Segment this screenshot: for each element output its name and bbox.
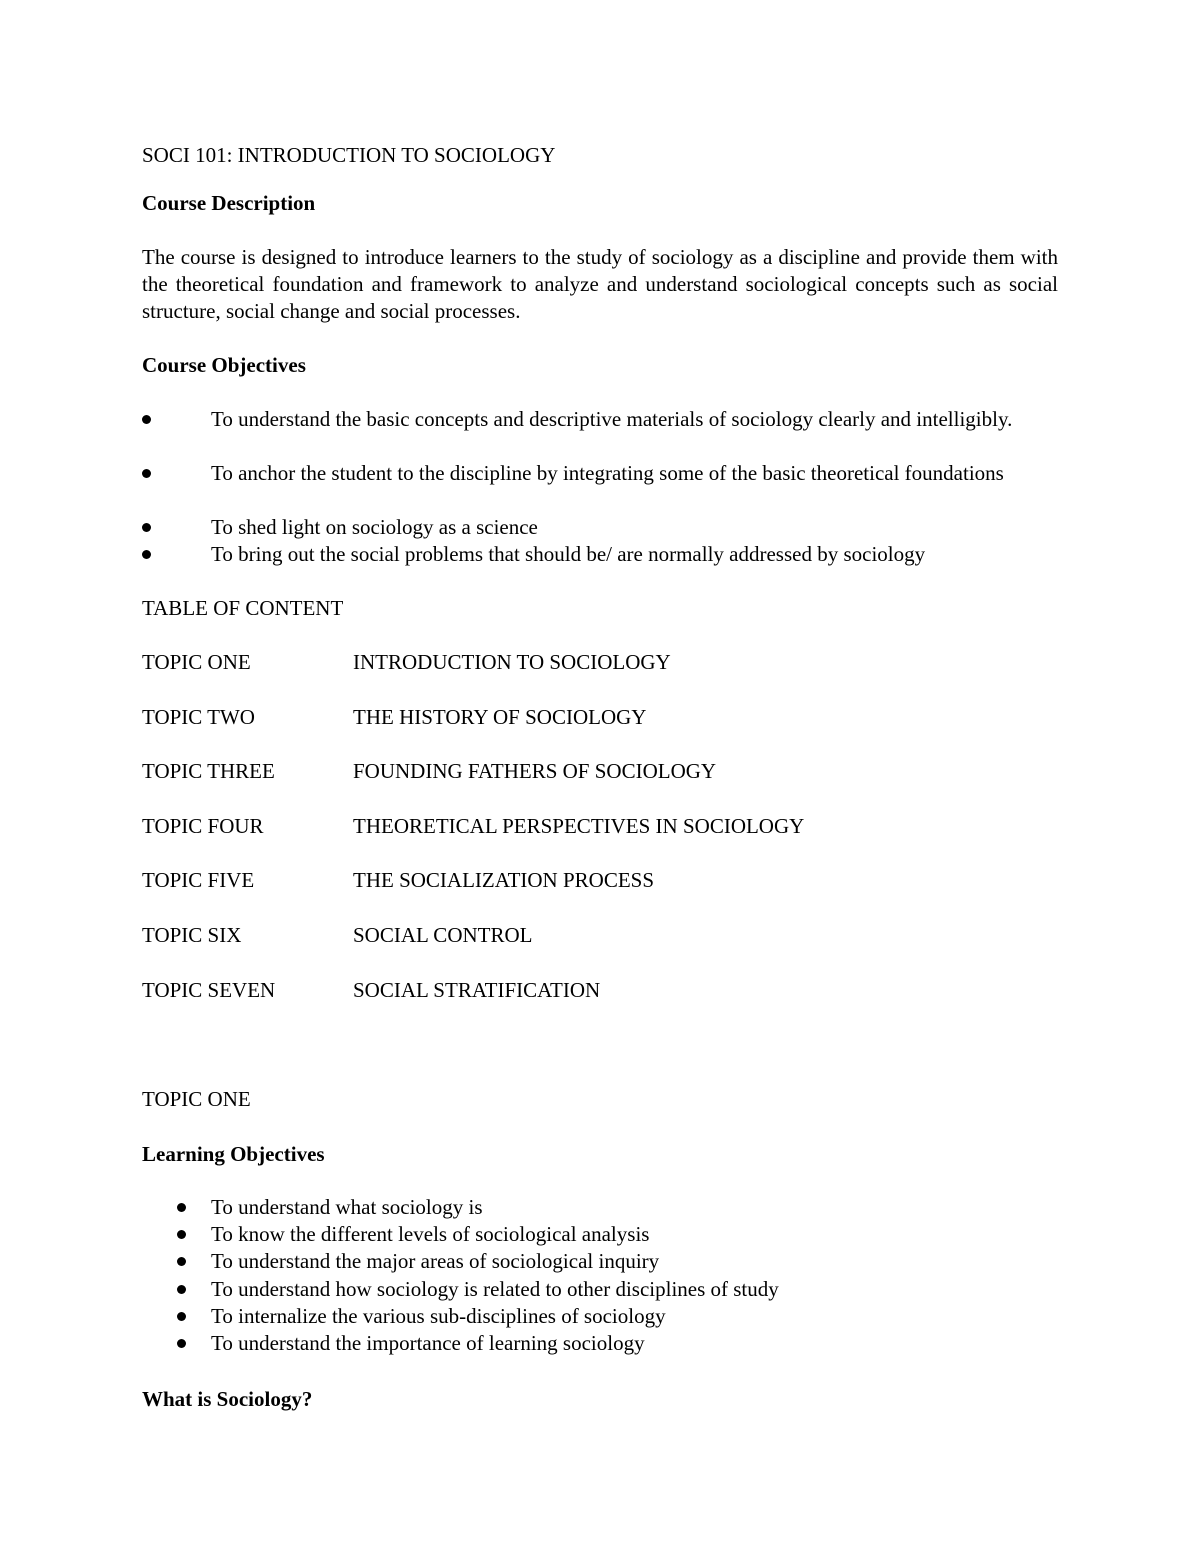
learning-objective-text: To understand what sociology is [211,1195,483,1219]
toc-topic-title: THE SOCIALIZATION PROCESS [353,868,655,892]
learning-objective-text: To understand how sociology is related to other disciplines of study [211,1277,779,1301]
toc-topic-number: TOPIC SIX [142,923,242,947]
learning-objectives-heading: Learning Objectives [142,1142,325,1166]
learning-objective-text: To understand the importance of learning sociology [211,1331,645,1355]
toc-topic-number: TOPIC TWO [142,705,255,729]
toc-topic-title: INTRODUCTION TO SOCIOLOGY [353,650,671,674]
toc-topic-title: SOCIAL STRATIFICATION [353,978,601,1002]
toc-topic-number: TOPIC FIVE [142,868,255,892]
objective-text: To anchor the student to the discipline by integrating some of the basic theoretical foundations [211,461,1004,485]
objective-text: To bring out the social problems that should be/ are normally addressed by sociology [211,542,926,566]
bullet-icon [177,1285,186,1294]
toc-topic-title: SOCIAL CONTROL [353,923,533,947]
bullet-icon [177,1339,186,1348]
toc-topic-number: TOPIC SEVEN [142,978,276,1002]
bullet-icon [142,550,151,559]
bullet-icon [177,1257,186,1266]
bullet-icon [177,1230,186,1239]
course-objectives-heading: Course Objectives [142,353,306,377]
toc-topic-title: FOUNDING FATHERS OF SOCIOLOGY [353,759,717,783]
toc-topic-number: TOPIC ONE [142,650,251,674]
learning-objective-text: To understand the major areas of sociological inquiry [211,1249,660,1273]
what-is-sociology-heading: What is Sociology? [142,1387,313,1411]
topic-one-heading: TOPIC ONE [142,1087,251,1111]
bullet-icon [177,1203,186,1212]
toc-topic-number: TOPIC THREE [142,759,275,783]
bullet-icon [177,1312,186,1321]
toc-topic-title: THEORETICAL PERSPECTIVES IN SOCIOLOGY [353,814,805,838]
learning-objective-text: To know the different levels of sociological analysis [211,1222,650,1246]
course-title: SOCI 101: INTRODUCTION TO SOCIOLOGY [142,143,556,167]
objective-text: To understand the basic concepts and descriptive materials of sociology clearly and intelligibly. [211,407,1013,431]
course-description-heading: Course Description [142,191,316,215]
bullet-icon [142,523,151,532]
course-description-text: The course is designed to introduce learners to the study of sociology as a discipline and provide them with the theoretical foundation and framework to analyze and understand sociological concepts such as social structure, social change and social processes. [142,245,1058,323]
toc-topic-number: TOPIC FOUR [142,814,264,838]
objective-text: To shed light on sociology as a science [211,515,538,539]
learning-objective-text: To internalize the various sub-disciplines of sociology [211,1304,666,1328]
toc-heading: TABLE OF CONTENT [142,596,344,620]
toc-topic-title: THE HISTORY OF SOCIOLOGY [353,705,647,729]
